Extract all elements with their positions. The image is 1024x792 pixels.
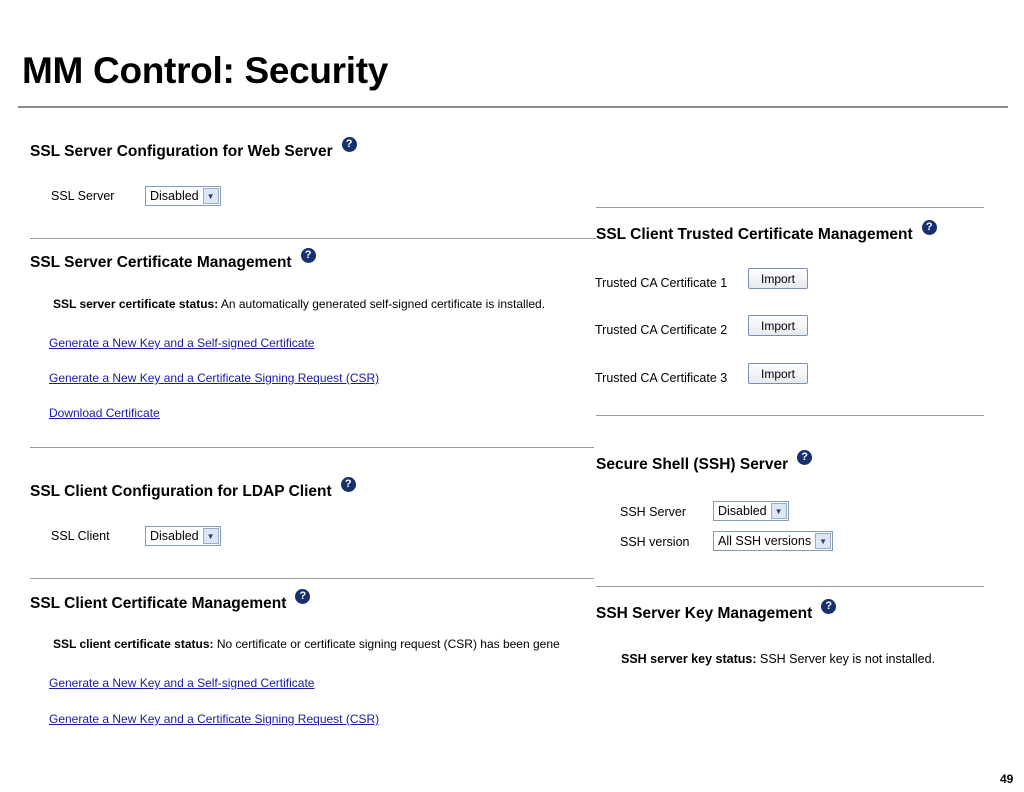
ssh-version-label: SSH version [620, 535, 690, 549]
ssh-key-title [596, 600, 836, 623]
client-generate-csr-link[interactable]: Generate a New Key and a Certificate Signing Request (CSR) [49, 712, 380, 726]
chevron-down-icon[interactable]: ▼ [815, 533, 831, 549]
section-divider [596, 586, 984, 587]
section-title-text: SSL Client Certificate Management [30, 595, 287, 612]
ssh-server-select[interactable] [713, 501, 789, 521]
help-icon[interactable]: ? [342, 137, 357, 152]
section-title-text: SSH Server Key Management [596, 605, 813, 622]
ssh-server-title [596, 451, 812, 474]
section-title-text: SSL Client Configuration for LDAP Client [30, 483, 332, 500]
ssl-server-select-value: Disabled [150, 189, 199, 203]
ssl-client-select[interactable] [145, 526, 221, 546]
ssh-version-select-value: All SSH versions [718, 534, 812, 548]
ssh-server-select-value: Disabled [718, 504, 767, 518]
section-title-text: Secure Shell (SSH) Server [596, 456, 789, 473]
trusted-ca-label-3: Trusted CA Certificate 3 [595, 371, 728, 385]
title-divider [18, 106, 1008, 108]
help-icon[interactable]: ? [295, 589, 310, 604]
import-ca-1-button[interactable]: Import [748, 268, 808, 289]
section-divider [596, 415, 984, 416]
section-title-text: SSL Server Certificate Management [30, 254, 292, 271]
ssh-key-status [621, 652, 935, 666]
page-number: 49 [1000, 772, 1014, 786]
section-divider [30, 447, 594, 448]
section-divider [596, 207, 984, 208]
help-icon[interactable]: ? [341, 477, 356, 492]
ssl-server-config-title [30, 138, 357, 161]
ssl-client-label: SSL Client [51, 529, 110, 543]
section-divider [30, 238, 596, 239]
ssl-server-cert-title [30, 249, 316, 272]
section-title-text: SSL Client Trusted Certificate Management [596, 226, 913, 243]
trusted-ca-label-2: Trusted CA Certificate 2 [595, 323, 728, 337]
help-icon[interactable]: ? [301, 248, 316, 263]
trusted-ca-label-1: Trusted CA Certificate 1 [595, 276, 728, 290]
status-label: SSL client certificate status: [53, 637, 214, 651]
status-text: No certificate or certificate signing request (CSR) has been gene [216, 637, 560, 651]
trusted-cert-title [596, 221, 937, 244]
generate-self-signed-link[interactable]: Generate a New Key and a Self-signed Certificate [49, 336, 315, 350]
ssl-client-select-value: Disabled [150, 529, 199, 543]
status-label: SSH server key status: [621, 652, 757, 666]
status-text: An automatically generated self-signed certificate is installed. [220, 297, 546, 311]
section-divider [30, 578, 594, 579]
import-ca-3-button[interactable]: Import [748, 363, 808, 384]
ssl-client-config-title [30, 478, 356, 501]
download-certificate-link[interactable]: Download Certificate [49, 406, 160, 420]
ssl-server-select[interactable] [145, 186, 221, 206]
help-icon[interactable]: ? [821, 599, 836, 614]
ssl-server-cert-status [53, 297, 593, 311]
generate-csr-link[interactable]: Generate a New Key and a Certificate Signing Request (CSR) [49, 371, 380, 385]
import-ca-2-button[interactable]: Import [748, 315, 808, 336]
ssh-server-label: SSH Server [620, 505, 686, 519]
ssl-client-cert-status [53, 637, 594, 651]
chevron-down-icon[interactable]: ▼ [203, 528, 219, 544]
ssl-client-cert-title [30, 590, 310, 613]
status-text: SSH Server key is not installed. [759, 652, 936, 666]
client-generate-self-signed-link[interactable]: Generate a New Key and a Self-signed Certificate [49, 676, 315, 690]
help-icon[interactable]: ? [922, 220, 937, 235]
page-title: MM Control: Security [22, 50, 389, 91]
status-label: SSL server certificate status: [53, 297, 219, 311]
ssl-server-label: SSL Server [51, 189, 115, 203]
ssh-version-select[interactable] [713, 531, 833, 551]
help-icon[interactable]: ? [797, 450, 812, 465]
chevron-down-icon[interactable]: ▼ [203, 188, 219, 204]
section-title-text: SSL Server Configuration for Web Server [30, 143, 333, 160]
chevron-down-icon[interactable]: ▼ [771, 503, 787, 519]
